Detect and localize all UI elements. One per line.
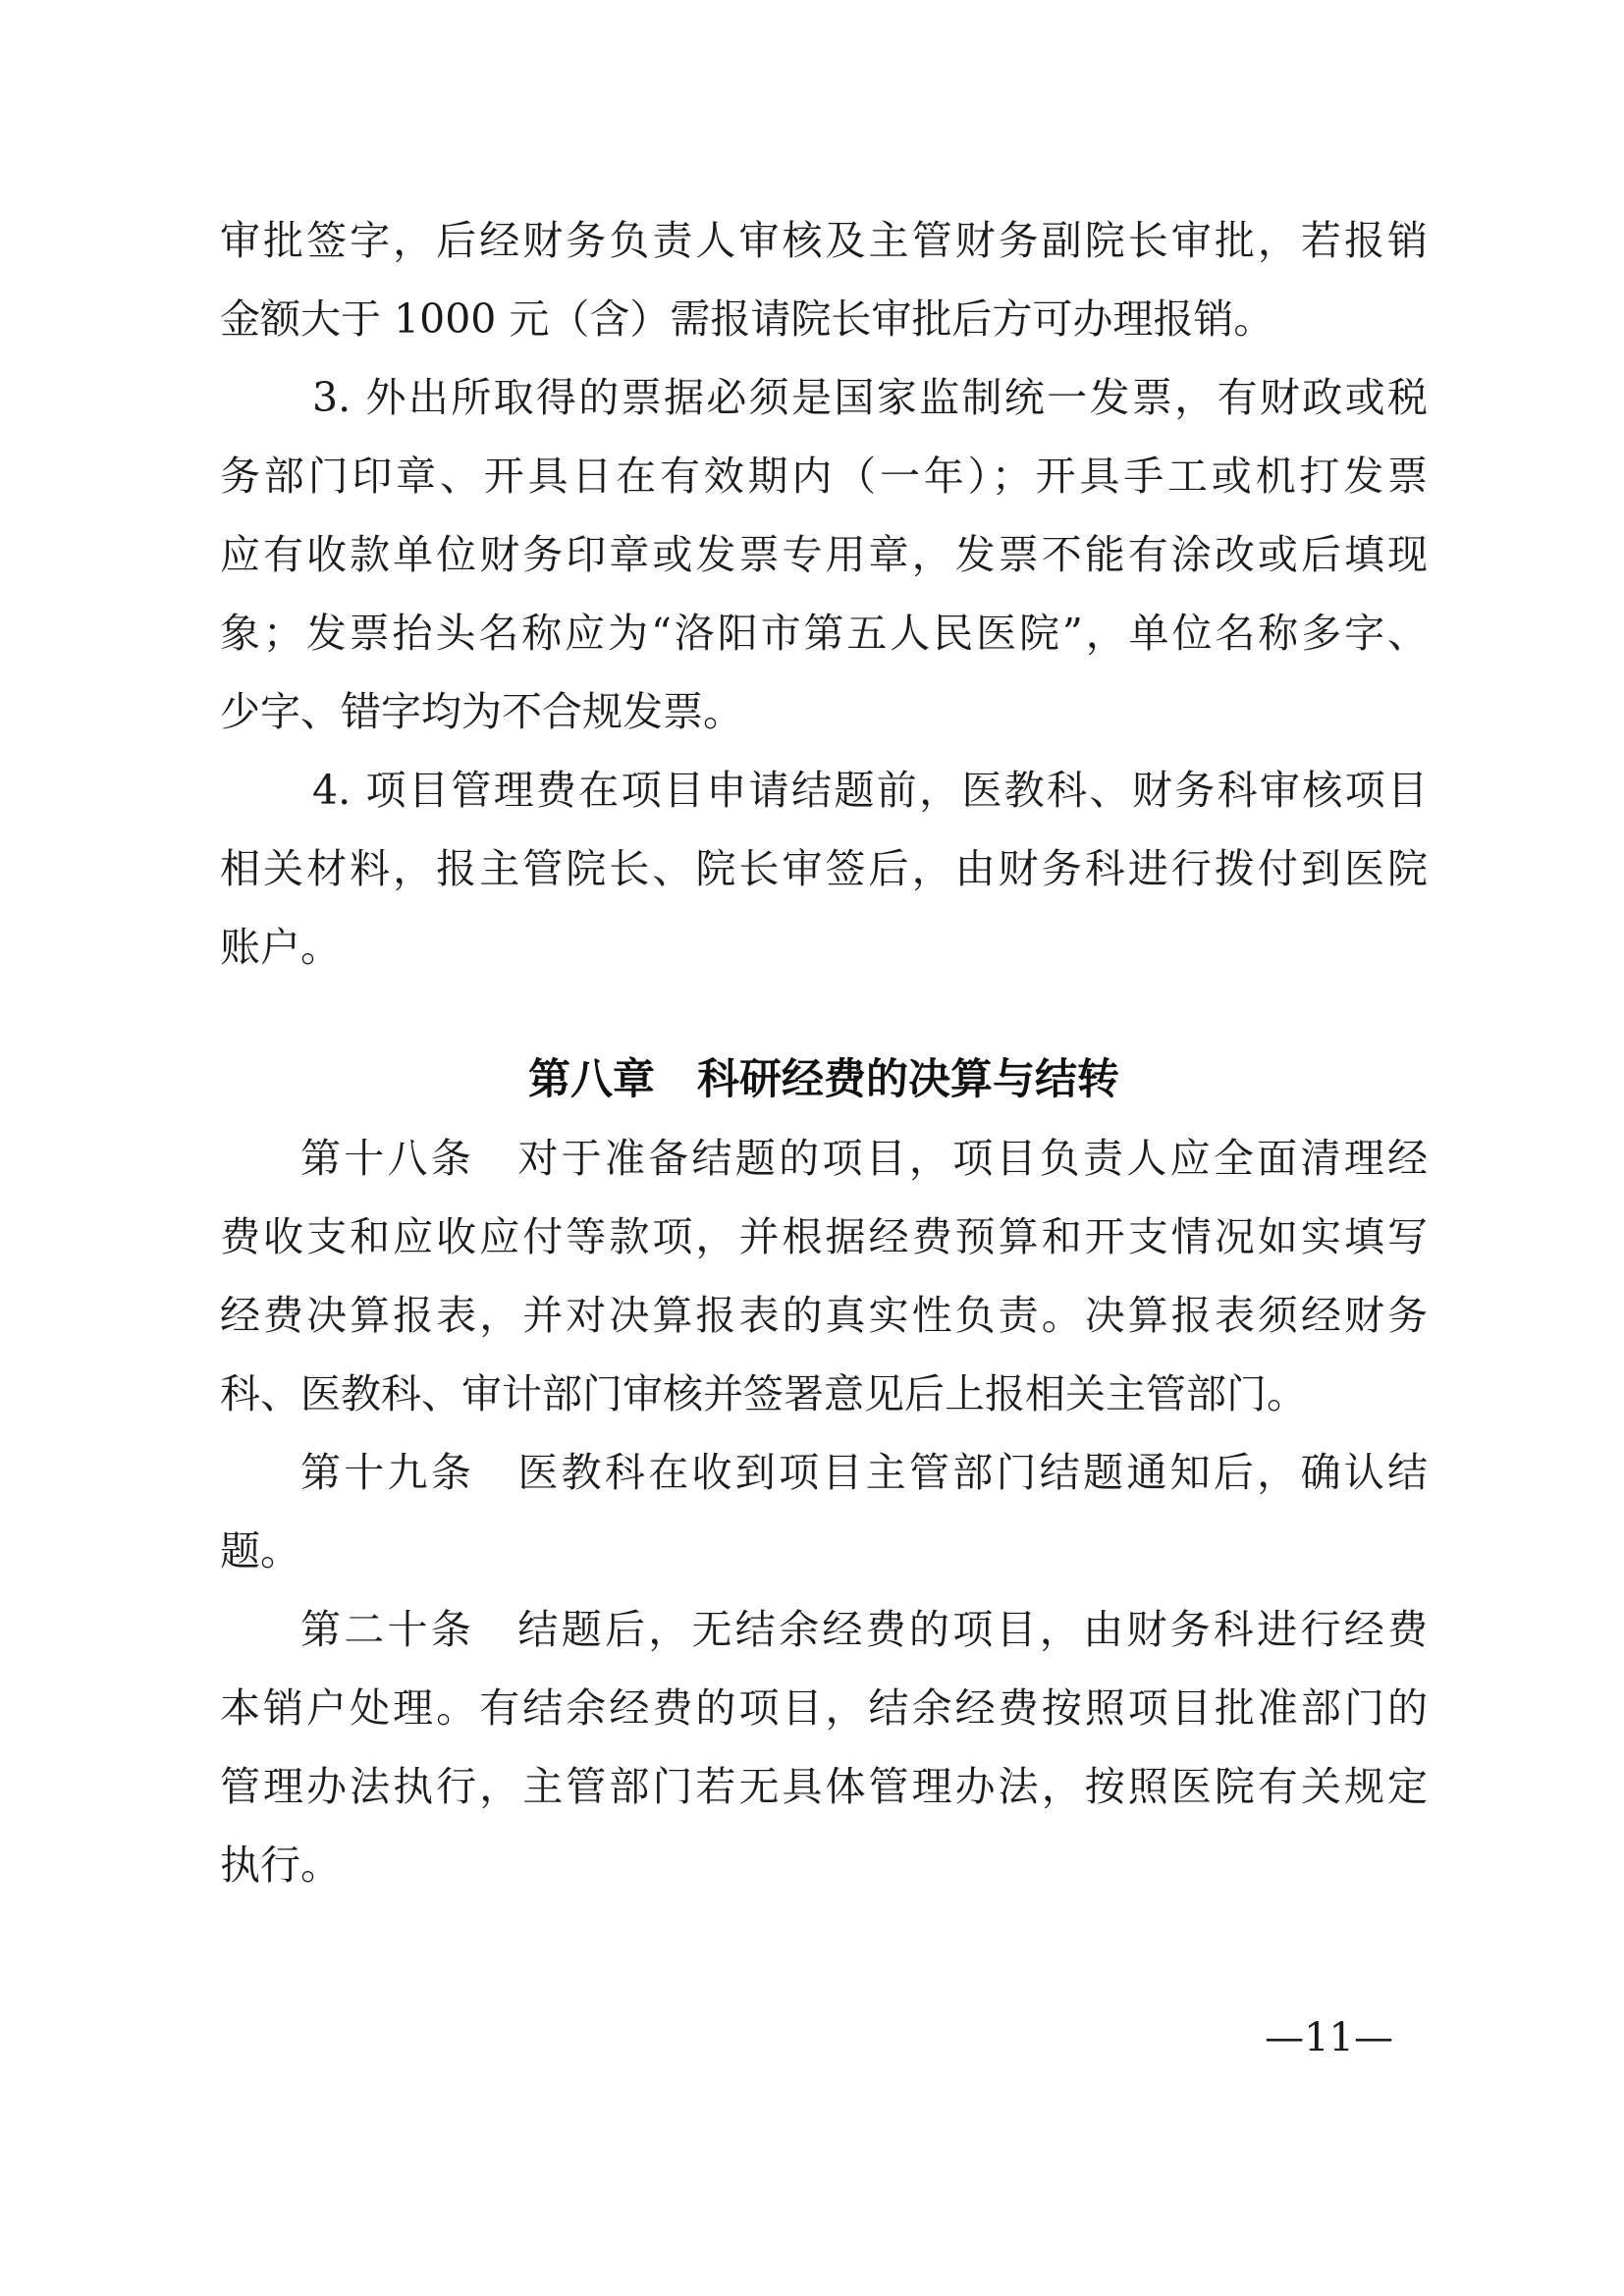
paragraph-line: 相关材料，报主管院长、院长审签后，由财务科进行拨付到医院 (220, 845, 1428, 892)
article-line: 本销户处理。有结余经费的项目，结余经费按照项目批准部门的 (220, 1684, 1428, 1732)
paragraph-line: 审批签字，后经财务负责人审核及主管财务副院长审批，若报销 (220, 217, 1428, 264)
page-number: —11— (1265, 2015, 1393, 2060)
article-line: 第十八条 对于准备结题的项目，项目负责人应全面清理经 (300, 1135, 1428, 1182)
article-line: 经费决算报表，并对决算报表的真实性负责。决算报表须经财务 (220, 1292, 1428, 1339)
paragraph-line: 象；发票抬头名称应为“洛阳市第五人民医院”，单位名称多字、 (220, 610, 1428, 657)
article-line: 执行。 (220, 1842, 341, 1889)
paragraph-line: 应有收款单位财务印章或发票专用章，发票不能有涂改或后填现 (220, 531, 1428, 578)
article-line: 费收支和应收应付等款项，并根据经费预算和开支情况如实填写 (220, 1213, 1428, 1260)
article-line: 管理办法执行，主管部门若无具体管理办法，按照医院有关规定 (220, 1763, 1428, 1810)
article-line: 科、医教科、审计部门审核并签署意见后上报相关主管部门。 (220, 1370, 1307, 1417)
paragraph-line: 少字、错字均为不合规发票。 (220, 688, 743, 735)
paragraph-line: 3. 外出所取得的票据必须是国家监制统一发票，有财政或税 (312, 374, 1428, 421)
paragraph-line: 务部门印章、开具日在有效期内（一年）；开具手工或机打发票 (220, 453, 1428, 500)
paragraph-line: 金额大于 1000 元（含）需报请院长审批后方可办理报销。 (220, 295, 1274, 343)
article-line: 题。 (220, 1527, 300, 1575)
article-line: 第二十条 结题后，无结余经费的项目，由财务科进行经费 (300, 1606, 1428, 1653)
article-line: 第十九条 医教科在收到项目主管部门结题通知后，确认结 (300, 1449, 1428, 1496)
paragraph-line: 4. 项目管理费在项目申请结题前，医教科、财务科审核项目 (312, 767, 1428, 814)
chapter-heading: 第八章 科研经费的决算与结转 (528, 1055, 1119, 1104)
paragraph-line: 账户。 (220, 924, 341, 971)
